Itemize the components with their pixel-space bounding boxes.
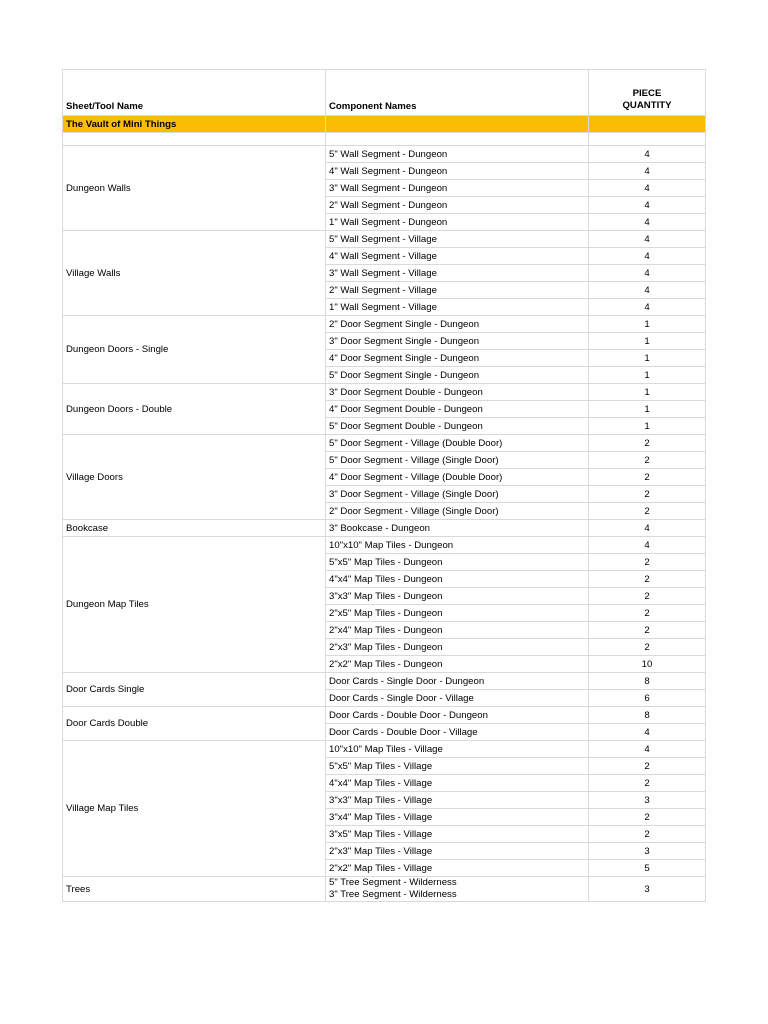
table-row bbox=[63, 231, 706, 248]
piece-quantity-cell[interactable]: 5 bbox=[589, 860, 706, 877]
sheet-tool-name-cell[interactable]: Door Cards Double bbox=[63, 707, 326, 741]
component-name-cell[interactable]: Door Cards - Single Door - Village bbox=[326, 690, 589, 707]
component-name-cell[interactable]: 2"x5" Map Tiles - Dungeon bbox=[326, 605, 589, 622]
header-quantity-label: QUANTITY bbox=[622, 100, 672, 111]
piece-quantity-cell[interactable]: 1 bbox=[589, 367, 706, 384]
sheet-tool-name-cell[interactable]: Bookcase bbox=[63, 520, 326, 537]
piece-quantity-cell[interactable]: 2 bbox=[589, 452, 706, 469]
table-row bbox=[63, 741, 706, 758]
table-row bbox=[63, 537, 706, 554]
component-name-cell[interactable]: 2" Wall Segment - Dungeon bbox=[326, 197, 589, 214]
sheet-tool-name-cell[interactable]: Dungeon Walls bbox=[63, 146, 326, 231]
component-name-cell[interactable]: 3"x5" Map Tiles - Village bbox=[326, 826, 589, 843]
piece-quantity-cell[interactable]: 2 bbox=[589, 775, 706, 792]
component-name-cell[interactable]: 3"x3" Map Tiles - Dungeon bbox=[326, 588, 589, 605]
component-name-cell[interactable]: Door Cards - Single Door - Dungeon bbox=[326, 673, 589, 690]
piece-quantity-cell[interactable]: 1 bbox=[589, 350, 706, 367]
sheet-tool-name-cell[interactable]: Village Map Tiles bbox=[63, 741, 326, 877]
component-name-cell[interactable]: 4"x4" Map Tiles - Dungeon bbox=[326, 571, 589, 588]
component-name-cell[interactable]: 3" Wall Segment - Dungeon bbox=[326, 180, 589, 197]
piece-quantity-cell[interactable]: 2 bbox=[589, 588, 706, 605]
component-name-cell[interactable]: 5"x5" Map Tiles - Dungeon bbox=[326, 554, 589, 571]
piece-quantity-cell[interactable]: 4 bbox=[589, 537, 706, 554]
sheet-tool-name-cell[interactable]: Village Walls bbox=[63, 231, 326, 316]
component-name-cell[interactable]: 4"x4" Map Tiles - Village bbox=[326, 775, 589, 792]
component-name-cell[interactable]: 5" Wall Segment - Dungeon bbox=[326, 146, 589, 163]
component-name-cell[interactable]: 5" Door Segment Double - Dungeon bbox=[326, 418, 589, 435]
table-row bbox=[63, 877, 706, 902]
component-name-cell[interactable]: 5" Wall Segment - Village bbox=[326, 231, 589, 248]
component-name-cell[interactable]: 2"x4" Map Tiles - Dungeon bbox=[326, 622, 589, 639]
component-name-cell[interactable]: 3" Door Segment - Village (Single Door) bbox=[326, 486, 589, 503]
header-row bbox=[63, 70, 706, 116]
component-name-cell[interactable]: 5" Door Segment Single - Dungeon bbox=[326, 367, 589, 384]
header-piece-quantity[interactable] bbox=[589, 70, 706, 116]
header-sheet-tool-name[interactable]: Sheet/Tool Name bbox=[63, 70, 326, 116]
table-row bbox=[63, 707, 706, 724]
piece-quantity-cell[interactable]: 4 bbox=[589, 265, 706, 282]
piece-quantity-cell[interactable]: 2 bbox=[589, 639, 706, 656]
piece-quantity-cell[interactable]: 8 bbox=[589, 707, 706, 724]
component-name-cell[interactable]: 2"x3" Map Tiles - Village bbox=[326, 843, 589, 860]
empty-cell[interactable] bbox=[63, 133, 326, 146]
piece-quantity-cell[interactable]: 4 bbox=[589, 248, 706, 265]
piece-quantity-cell[interactable]: 4 bbox=[589, 724, 706, 741]
piece-quantity-cell[interactable]: 4 bbox=[589, 299, 706, 316]
table-row bbox=[63, 316, 706, 333]
piece-quantity-cell[interactable]: 1 bbox=[589, 418, 706, 435]
component-name-cell[interactable]: 4" Wall Segment - Village bbox=[326, 248, 589, 265]
section-title-empty-cell[interactable] bbox=[326, 116, 589, 133]
section-title-empty-cell[interactable] bbox=[589, 116, 706, 133]
component-name-cell[interactable]: 4" Door Segment - Village (Double Door) bbox=[326, 469, 589, 486]
piece-quantity-cell[interactable]: 4 bbox=[589, 163, 706, 180]
table-row bbox=[63, 384, 706, 401]
component-name-cell[interactable]: 2"x2" Map Tiles - Village bbox=[326, 860, 589, 877]
piece-quantity-cell[interactable]: 2 bbox=[589, 486, 706, 503]
table-row bbox=[63, 146, 706, 163]
section-title-cell[interactable]: The Vault of Mini Things bbox=[63, 116, 326, 133]
inventory-table bbox=[62, 69, 706, 902]
component-name-cell[interactable]: 2" Door Segment Single - Dungeon bbox=[326, 316, 589, 333]
piece-quantity-cell[interactable]: 1 bbox=[589, 333, 706, 350]
sheet-tool-name-cell[interactable]: Dungeon Doors - Single bbox=[63, 316, 326, 384]
piece-quantity-cell[interactable]: 1 bbox=[589, 384, 706, 401]
sheet-tool-name-cell[interactable]: Village Doors bbox=[63, 435, 326, 520]
component-name-cell[interactable]: 3"x4" Map Tiles - Village bbox=[326, 809, 589, 826]
component-name-cell[interactable]: 5"x5" Map Tiles - Village bbox=[326, 758, 589, 775]
component-name-cell[interactable]: 3" Door Segment Single - Dungeon bbox=[326, 333, 589, 350]
sheet-tool-name-cell[interactable]: Door Cards Single bbox=[63, 673, 326, 707]
section-title-row bbox=[63, 116, 706, 133]
piece-quantity-cell[interactable]: 4 bbox=[589, 197, 706, 214]
piece-quantity-cell[interactable]: 2 bbox=[589, 571, 706, 588]
piece-quantity-cell[interactable]: 2 bbox=[589, 622, 706, 639]
piece-quantity-cell[interactable]: 4 bbox=[589, 231, 706, 248]
component-name-cell[interactable]: 4" Door Segment Single - Dungeon bbox=[326, 350, 589, 367]
component-name-cell[interactable]: 3"x3" Map Tiles - Village bbox=[326, 792, 589, 809]
component-name-cell[interactable]: 5" Door Segment - Village (Single Door) bbox=[326, 452, 589, 469]
component-name-cell[interactable]: 2"x2" Map Tiles - Dungeon bbox=[326, 656, 589, 673]
component-name-cell[interactable]: 4" Wall Segment - Dungeon bbox=[326, 163, 589, 180]
piece-quantity-cell[interactable]: 1 bbox=[589, 401, 706, 418]
piece-quantity-cell[interactable]: 2 bbox=[589, 435, 706, 452]
component-name-cell[interactable]: 3" Bookcase - Dungeon bbox=[326, 520, 589, 537]
component-name-cell[interactable]: 3" Door Segment Double - Dungeon bbox=[326, 384, 589, 401]
header-piece-label: PIECE bbox=[632, 88, 662, 99]
component-name-cell[interactable]: 2"x3" Map Tiles - Dungeon bbox=[326, 639, 589, 656]
inventory-table-body bbox=[63, 70, 706, 902]
piece-quantity-cell[interactable]: 3 bbox=[589, 877, 706, 902]
header-component-names[interactable]: Component Names bbox=[326, 70, 589, 116]
piece-quantity-cell[interactable]: 6 bbox=[589, 690, 706, 707]
piece-quantity-cell[interactable]: 4 bbox=[589, 282, 706, 299]
piece-quantity-cell[interactable]: 3 bbox=[589, 792, 706, 809]
piece-quantity-cell[interactable]: 3 bbox=[589, 843, 706, 860]
component-name-cell[interactable]: Door Cards - Double Door - Dungeon bbox=[326, 707, 589, 724]
piece-quantity-cell[interactable]: 4 bbox=[589, 214, 706, 231]
sheet-tool-name-cell[interactable]: Dungeon Doors - Double bbox=[63, 384, 326, 435]
component-name-cell[interactable]: Door Cards - Double Door - Village bbox=[326, 724, 589, 741]
component-name-cell[interactable]: 10"x10" Map Tiles - Village bbox=[326, 741, 589, 758]
piece-quantity-cell[interactable]: 10 bbox=[589, 656, 706, 673]
component-name-cell[interactable]: 1" Wall Segment - Dungeon bbox=[326, 214, 589, 231]
piece-quantity-cell[interactable]: 2 bbox=[589, 758, 706, 775]
component-name-cell[interactable]: 5" Tree Segment - Wilderness 3" Tree Segment - Wilderness bbox=[326, 877, 589, 902]
spacer-row bbox=[63, 133, 706, 146]
component-name-cell[interactable]: 3" Wall Segment - Village bbox=[326, 265, 589, 282]
piece-quantity-cell[interactable]: 2 bbox=[589, 605, 706, 622]
piece-quantity-cell[interactable]: 2 bbox=[589, 826, 706, 843]
piece-quantity-cell[interactable]: 4 bbox=[589, 520, 706, 537]
piece-quantity-cell[interactable]: 2 bbox=[589, 503, 706, 520]
component-name-cell[interactable]: 5" Door Segment - Village (Double Door) bbox=[326, 435, 589, 452]
component-name-cell[interactable]: 10"x10" Map Tiles - Dungeon bbox=[326, 537, 589, 554]
piece-quantity-cell[interactable]: 4 bbox=[589, 146, 706, 163]
component-name-cell[interactable]: 1" Wall Segment - Village bbox=[326, 299, 589, 316]
table-row bbox=[63, 520, 706, 537]
piece-quantity-cell[interactable]: 4 bbox=[589, 180, 706, 197]
piece-quantity-cell[interactable]: 2 bbox=[589, 469, 706, 486]
piece-quantity-cell[interactable]: 2 bbox=[589, 809, 706, 826]
empty-cell[interactable] bbox=[589, 133, 706, 146]
component-name-cell[interactable]: 2" Wall Segment - Village bbox=[326, 282, 589, 299]
piece-quantity-cell[interactable]: 8 bbox=[589, 673, 706, 690]
piece-quantity-cell[interactable]: 4 bbox=[589, 741, 706, 758]
sheet-tool-name-cell[interactable]: Dungeon Map Tiles bbox=[63, 537, 326, 673]
table-row bbox=[63, 673, 706, 690]
piece-quantity-cell[interactable]: 1 bbox=[589, 316, 706, 333]
component-name-cell[interactable]: 4" Door Segment Double - Dungeon bbox=[326, 401, 589, 418]
empty-cell[interactable] bbox=[326, 133, 589, 146]
component-name-cell[interactable]: 2" Door Segment - Village (Single Door) bbox=[326, 503, 589, 520]
piece-quantity-cell[interactable]: 2 bbox=[589, 554, 706, 571]
table-row bbox=[63, 435, 706, 452]
sheet-tool-name-cell[interactable]: Trees bbox=[63, 877, 326, 902]
